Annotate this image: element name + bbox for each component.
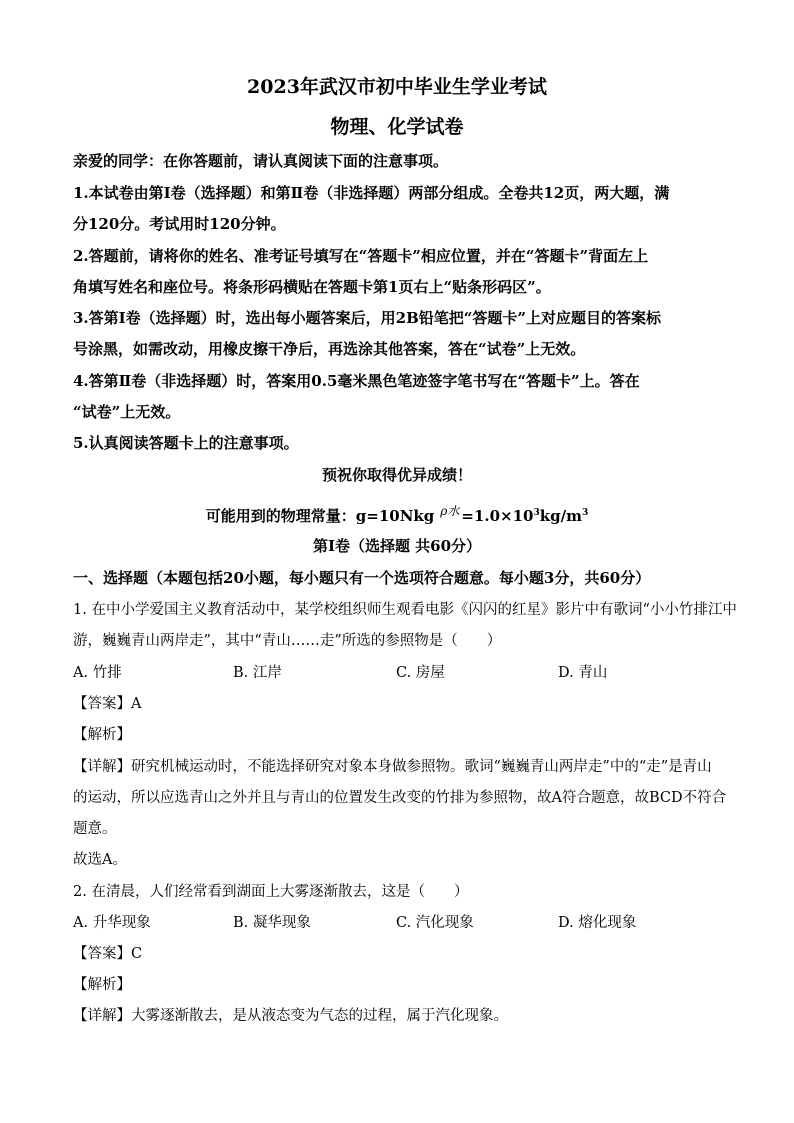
q2-answer-value: C bbox=[131, 946, 143, 962]
good-luck-wish: 预祝你取得优异成绩！ bbox=[321, 466, 472, 484]
instruction-4-line-2: “试卷”上无效。 bbox=[73, 403, 181, 421]
q2-detail-tag: 【详解】 bbox=[73, 1008, 131, 1024]
q1-answer-value: A bbox=[131, 696, 142, 712]
q1-detail-text-1: 研究机械运动时，不能选择研究对象本身做参照物。歌词“巍巍青山两岸走”中的“走”是青山 bbox=[131, 759, 712, 775]
q2-option-b: B. 凝华现象 bbox=[233, 915, 311, 931]
constants-unit: kg/m bbox=[539, 507, 582, 525]
instruction-2-line-2: 角填写姓名和座位号。将条形码横贴在答题卡第1页右上“贴条形码区”。 bbox=[73, 278, 551, 296]
instruction-5: 5.认真阅读答题卡上的注意事项。 bbox=[73, 434, 299, 452]
instruction-1-line-2: 分120分。考试用时120分钟。 bbox=[73, 215, 286, 233]
q1-option-a: A. 竹排 bbox=[73, 665, 122, 681]
instructions-intro: 亲爱的同学：在你答题前，请认真阅读下面的注意事项。 bbox=[73, 152, 449, 170]
physical-constants bbox=[0, 502, 794, 526]
q1-detail-line-1 bbox=[73, 755, 712, 776]
exam-subtitle: 物理、化学试卷 bbox=[330, 116, 464, 138]
q2-detail-text: 大雾逐渐散去，是从液态变为气态的过程，属于汽化现象。 bbox=[131, 1008, 508, 1024]
q1-stem-line-2: 游，巍巍青山两岸走”，其中“青山……走”所选的参照物是（ ） bbox=[73, 633, 502, 649]
q2-detail bbox=[73, 1004, 508, 1025]
q2-analysis-tag: 【解析】 bbox=[73, 977, 131, 993]
q2-option-c: C. 汽化现象 bbox=[396, 915, 474, 931]
q1-stem-line-1: 1. 在中小学爱国主义教育活动中，某学校组织师生观看电影《闪闪的红星》影片中有歌词“小小竹排江中 bbox=[73, 602, 737, 618]
constants-value: =1.0×10 bbox=[461, 507, 534, 525]
instruction-3-line-2: 号涂黑，如需改动，用橡皮擦干净后，再选涂其他答案，答在“试卷”上无效。 bbox=[73, 340, 586, 358]
q1-answer-tag: 【答案】 bbox=[73, 696, 131, 712]
q2-option-d: D. 熔化现象 bbox=[558, 915, 637, 931]
exam-title: 2023年武汉市初中毕业生学业考试 bbox=[247, 76, 547, 98]
q1-detail-tag: 【详解】 bbox=[73, 759, 131, 775]
q1-detail-line-2: 的运动，所以应选青山之外并且与青山的位置发生改变的竹排为参照物，故A符合题意，故BCD不符合 bbox=[73, 790, 727, 806]
q2-answer-tag: 【答案】 bbox=[73, 946, 131, 962]
instruction-2-line-1: 2.答题前，请将你的姓名、准考证号填写在“答题卡”相应位置，并在“答题卡”背面左上 bbox=[73, 247, 649, 265]
q1-detail-line-3: 题意。 bbox=[73, 821, 117, 837]
water-density-symbol: ρ水 bbox=[440, 504, 460, 518]
instruction-1-line-1: 1.本试卷由第Ⅰ卷（选择题）和第Ⅱ卷（非选择题）两部分组成。全卷共12页，两大题，满 bbox=[73, 184, 670, 202]
q2-stem: 2. 在清晨，人们经常看到湖面上大雾逐渐散去，这是（ ） bbox=[73, 884, 469, 900]
q1-conclusion: 故选A。 bbox=[73, 852, 127, 868]
q1-answer bbox=[73, 692, 141, 713]
q1-option-d: D. 青山 bbox=[558, 665, 608, 681]
q2-option-a: A. 升华现象 bbox=[73, 915, 151, 931]
instruction-3-line-1: 3.答第Ⅰ卷（选择题）时，选出每小题答案后，用2B铅笔把“答题卡”上对应题目的答案标 bbox=[73, 309, 662, 327]
part-title: 一、选择题（本题包括20小题，每小题只有一个选项符合题意。每小题3分，共60分） bbox=[73, 569, 651, 587]
constants-prefix: 可能用到的物理常量：g=10Nkg bbox=[205, 507, 435, 525]
instruction-4-line-1: 4.答第Ⅱ卷（非选择题）时，答案用0.5毫米黑色笔迹签字笔书写在“答题卡”上。答在 bbox=[73, 372, 640, 390]
constants-unit-exponent: 3 bbox=[581, 508, 589, 518]
q1-analysis-tag: 【解析】 bbox=[73, 727, 131, 743]
q2-answer bbox=[73, 942, 142, 963]
constants-exponent: 3 bbox=[533, 508, 540, 518]
section-heading: 第Ⅰ卷（选择题 共60分） bbox=[312, 537, 482, 555]
q1-option-b: B. 江岸 bbox=[233, 665, 282, 681]
q1-option-c: C. 房屋 bbox=[396, 665, 445, 681]
